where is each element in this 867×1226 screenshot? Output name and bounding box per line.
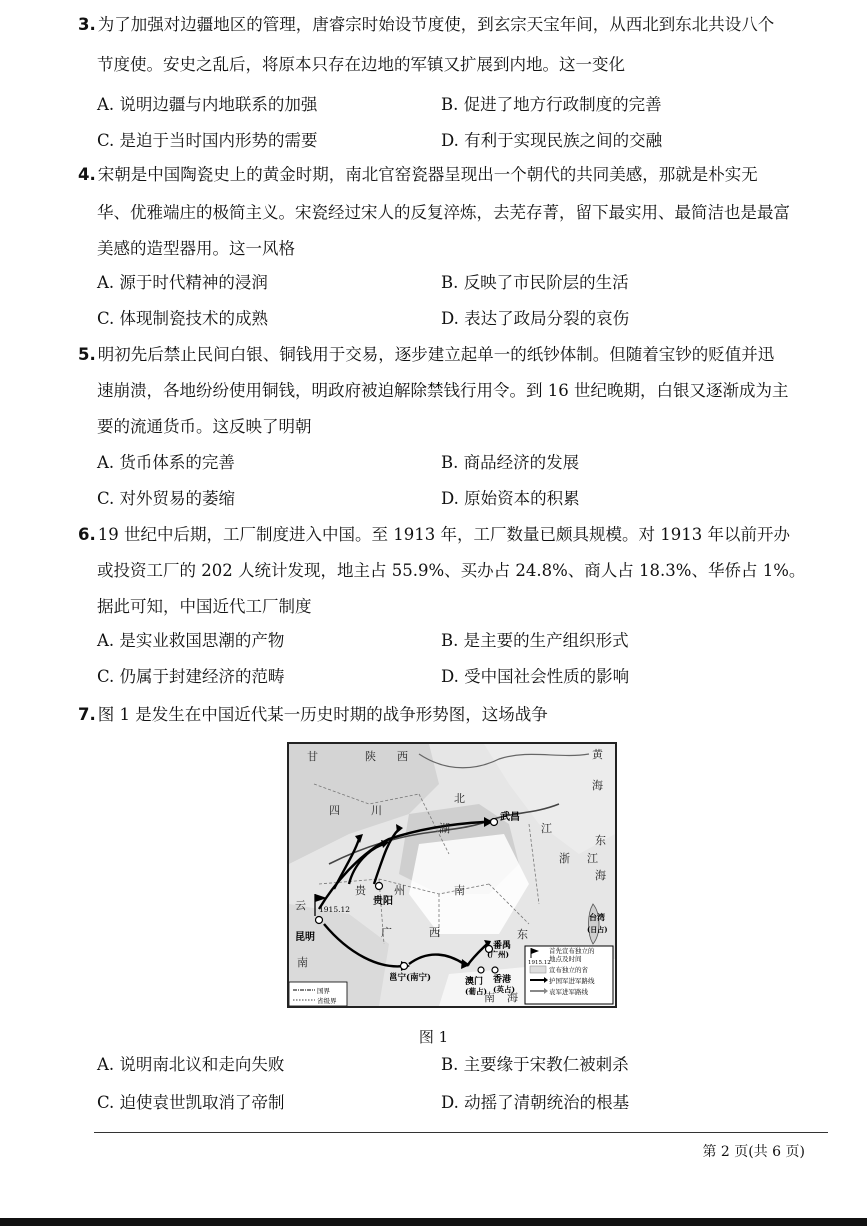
label-panyu: 番禺 xyxy=(493,941,512,951)
label-yun: 云 xyxy=(295,899,306,912)
label-kunming-date: 1915.12 xyxy=(319,905,351,914)
label-nan: 南 xyxy=(297,956,308,969)
label-shaanxi: 陕 xyxy=(365,750,376,763)
question-stem-line: 或投资工厂的 202 人统计发现，地主占 55.9%、买办占 24.8%、商人占 18.3%、华侨占 1%。 xyxy=(97,561,806,580)
option-a[interactable]: A. 是实业救国思潮的产物 xyxy=(97,631,285,650)
label-bei: 北 xyxy=(454,792,465,805)
war-situation-map xyxy=(287,742,617,1008)
label-wuchang: 武昌 xyxy=(500,812,520,823)
option-c[interactable]: C. 仍属于封建经济的范畴 xyxy=(97,667,285,686)
option-d[interactable]: D. 动摇了清朝统治的根基 xyxy=(441,1093,630,1112)
question-stem-line: 华、优雅端庄的极简主义。宋瓷经过宋人的反复淬炼，去芜存菁，留下最实用、最简洁也是最富 xyxy=(97,203,790,222)
label-macau: 澳门 xyxy=(465,977,484,987)
yongning-marker xyxy=(401,963,408,970)
question-stem-line: 19 世纪中后期，工厂制度进入中国。至 1913 年，工厂数量已颇具规模。对 1913 年以前开办 xyxy=(97,525,790,544)
option-b[interactable]: B. 商品经济的发展 xyxy=(441,453,580,472)
figure-caption: 图 1 xyxy=(418,1028,449,1046)
option-a[interactable]: A. 说明南北议和走向失败 xyxy=(97,1055,285,1074)
label-chuan: 川 xyxy=(371,804,382,817)
label-dong: 东 xyxy=(595,834,606,847)
label-panyu-sub: (广州) xyxy=(487,950,510,959)
label-hunan-nan: 南 xyxy=(454,884,465,897)
option-b[interactable]: B. 是主要的生产组织形式 xyxy=(441,631,629,650)
page-number: 第 2 页(共 6 页) xyxy=(702,1144,805,1160)
kunming-marker xyxy=(316,917,323,924)
label-hongkong-sub: (英占) xyxy=(493,985,516,994)
legend-flag-date: 1915.12 xyxy=(528,960,551,966)
option-d[interactable]: D. 原始资本的积累 xyxy=(441,489,580,508)
label-gui: 贵 xyxy=(355,884,366,897)
label-hongkong: 香港 xyxy=(493,975,512,985)
option-c[interactable]: C. 迫使袁世凯取消了帝制 xyxy=(97,1093,285,1112)
legend-flag-text-1: 首先宣布独立的 xyxy=(549,947,595,955)
label-zhejiang-jiang: 江 xyxy=(587,852,598,865)
wuchang-marker xyxy=(491,819,498,826)
label-hai-2: 海 xyxy=(595,869,606,882)
legend-national: 国界 xyxy=(317,987,330,995)
legend-provincial: 省级界 xyxy=(317,997,337,1005)
label-taiwan-sub: (日占) xyxy=(587,925,608,934)
label-hai-1: 海 xyxy=(592,779,603,792)
label-yongning: 邕宁(南宁) xyxy=(389,973,432,983)
option-d[interactable]: D. 受中国社会性质的影响 xyxy=(441,667,630,686)
label-gansu: 甘 xyxy=(307,750,318,763)
question-number: 7. xyxy=(78,705,96,724)
label-kunming: 昆明 xyxy=(295,932,315,943)
question-stem-line: 据此可知，中国近代工厂制度 xyxy=(97,597,312,616)
option-d[interactable]: D. 有利于实现民族之间的交融 xyxy=(441,131,663,150)
map-legend-left xyxy=(289,982,347,1006)
question-stem-line: 节度使。安史之乱后，将原本只存在边地的军镇又扩展到内地。这一变化 xyxy=(97,55,625,74)
map-legend-right xyxy=(525,946,613,1004)
option-b[interactable]: B. 主要缘于宋教仁被刺杀 xyxy=(441,1055,629,1074)
option-b[interactable]: B. 促进了地方行政制度的完善 xyxy=(441,95,662,114)
question-number: 4. xyxy=(78,165,96,184)
option-a[interactable]: A. 源于时代精神的浸润 xyxy=(97,273,268,292)
option-c[interactable]: C. 体现制瓷技术的成熟 xyxy=(97,309,269,328)
guiyang-marker xyxy=(376,883,383,890)
legend-indep-prov: 宣布独立的省 xyxy=(549,966,588,974)
question-stem-line: 明初先后禁止民间白银、铜钱用于交易，逐步建立起单一的纸钞体制。但随着宝钞的贬值并迅 xyxy=(97,345,775,364)
label-guang: 广 xyxy=(381,926,392,939)
label-xi: 西 xyxy=(397,750,408,763)
option-c[interactable]: C. 是迫于当时国内形势的需要 xyxy=(97,131,318,150)
legend-yuan: 袁军进军路线 xyxy=(549,988,588,996)
legend-indep-swatch xyxy=(530,966,546,973)
label-dong-2: 东 xyxy=(517,928,528,941)
label-guangxi-xi: 西 xyxy=(429,926,440,939)
question-stem-line: 图 1 是发生在中国近代某一历史时期的战争形势图，这场战争 xyxy=(97,705,548,724)
question-stem-line: 美感的造型器用。这一风格 xyxy=(97,239,295,258)
option-a[interactable]: A. 说明边疆与内地联系的加强 xyxy=(97,95,318,114)
label-nanhai-1: 南 xyxy=(484,991,495,1004)
label-zhou: 州 xyxy=(394,884,405,897)
label-zhejiang: 浙 xyxy=(559,852,570,865)
question-number: 5. xyxy=(78,345,96,364)
option-a[interactable]: A. 货币体系的完善 xyxy=(97,453,235,472)
label-nanhai-2: 海 xyxy=(507,991,518,1004)
label-huang: 黄 xyxy=(592,748,603,761)
hongkong-marker xyxy=(492,967,498,973)
legend-flag-text-2: 地点及时间 xyxy=(549,955,582,963)
option-c[interactable]: C. 对外贸易的萎缩 xyxy=(97,489,236,508)
macau-marker xyxy=(478,967,484,973)
label-sichuan: 四 xyxy=(329,804,340,817)
label-taiwan: 台湾 xyxy=(589,912,605,922)
option-d[interactable]: D. 表达了政局分裂的哀伤 xyxy=(441,309,630,328)
option-b[interactable]: B. 反映了市民阶层的生活 xyxy=(441,273,629,292)
question-number: 3. xyxy=(78,15,96,34)
question-number: 6. xyxy=(78,525,96,544)
legend-huguo: 护国军进军路线 xyxy=(549,977,595,985)
footer-divider xyxy=(94,1132,828,1133)
label-macau-sub: (葡占) xyxy=(465,987,488,996)
label-guiyang: 贵阳 xyxy=(373,896,393,907)
label-hu: 湖 xyxy=(439,822,450,835)
question-stem-line: 为了加强对边疆地区的管理，唐睿宗时始设节度使，到玄宗天宝年间，从西北到东北共设八个 xyxy=(97,15,775,34)
question-stem-line: 要的流通货币。这反映了明朝 xyxy=(97,417,312,436)
question-stem-line: 宋朝是中国陶瓷史上的黄金时期，南北官窑瓷器呈现出一个朝代的共同美感，那就是朴实无 xyxy=(97,165,758,184)
label-jiang: 江 xyxy=(541,822,552,835)
bottom-border xyxy=(0,1218,867,1226)
question-stem-line: 速崩溃，各地纷纷使用铜钱，明政府被迫解除禁钱行用令。到 16 世纪晚期，白银又逐渐成为主 xyxy=(97,381,789,400)
